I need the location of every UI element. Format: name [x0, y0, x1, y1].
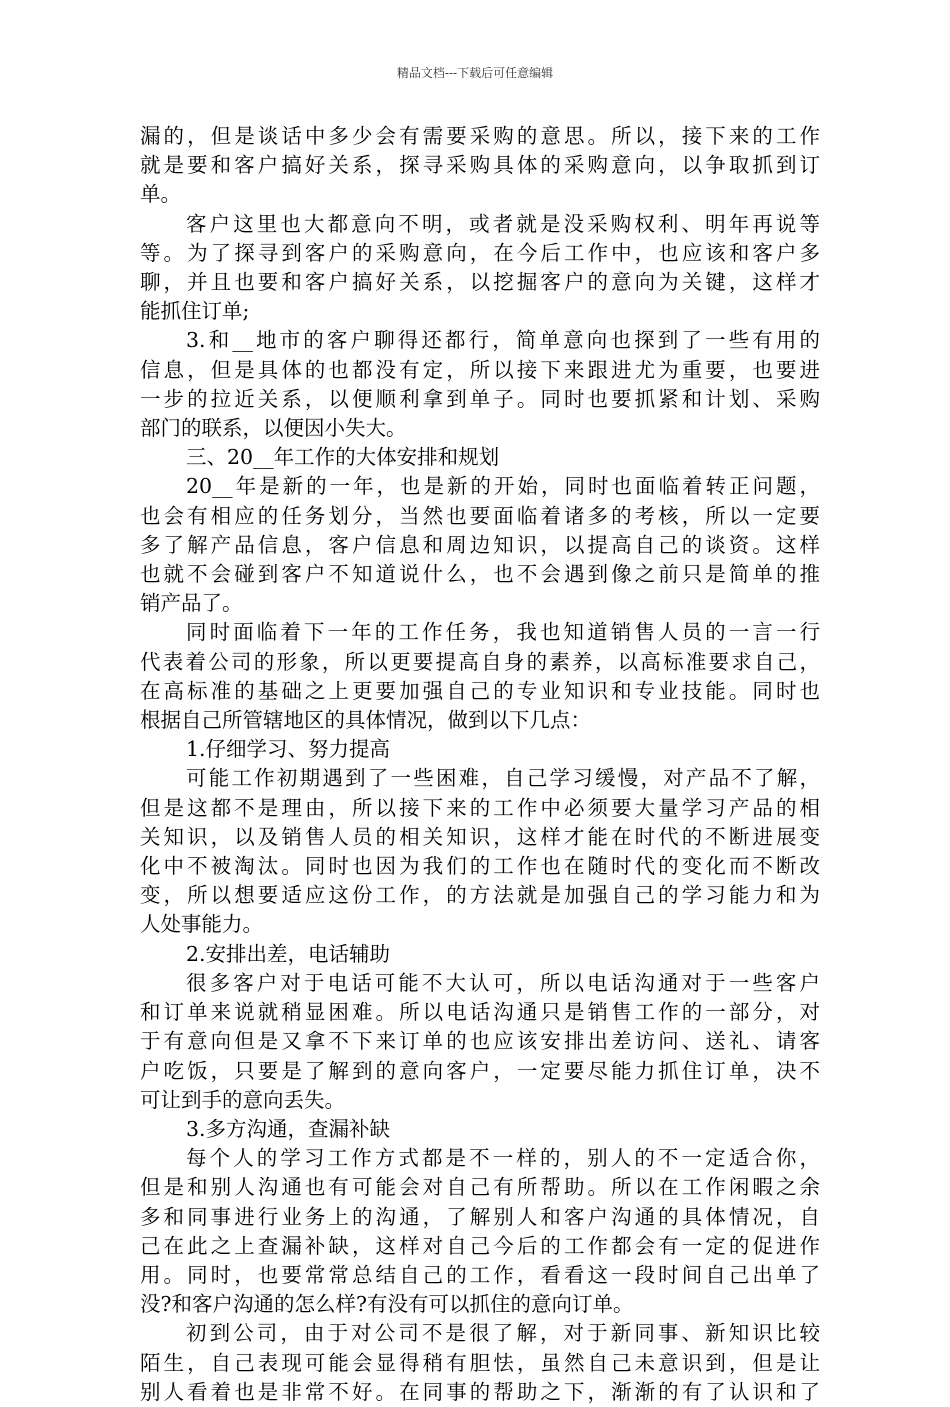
text-line: 20__年是新的一年，也是新的开始，同时也面临着转正问题，: [186, 474, 820, 499]
text-line: 多了解产品信息，客户信息和周边知识，以提高自己的谈资。这样: [140, 532, 820, 557]
text-line: 户吃饭，只要是了解到的意向客户，一定要尽能力抓住订单，决不: [140, 1058, 820, 1083]
text-line: 部门的联系，以便因小失大。: [140, 416, 407, 441]
text-line: 陌生，自己表现可能会显得稍有胆怯，虽然自己未意识到，但是让: [140, 1350, 820, 1375]
text-line: 2.安排出差，电话辅助: [186, 941, 391, 966]
text-line: 1.仔细学习、努力提高: [186, 737, 391, 762]
text-line: 单。: [140, 182, 181, 207]
text-line: 和订单来说就稍显困难。所以电话沟通只是销售工作的一部分，对: [140, 1000, 820, 1025]
page-header: 精品文档---下载后可任意编辑: [396, 66, 554, 80]
text-line: 3.和__地市的客户聊得还都行，简单意向也探到了一些有用的: [186, 328, 820, 353]
text-line: 多和同事进行业务上的沟通，了解别人和客户沟通的具体情况，自: [140, 1204, 820, 1229]
text-line: 每个人的学习工作方式都是不一样的，别人的不一定适合你，: [186, 1146, 820, 1171]
text-line: 变，所以想要适应这份工作，的方法就是加强自己的学习能力和为: [140, 883, 820, 908]
text-line: 客户这里也大都意向不明，或者就是没采购权利、明年再说等: [186, 211, 820, 236]
text-line: 化中不被淘汰。同时也因为我们的工作也在随时代的变化而不断改: [140, 854, 820, 879]
text-line: 于有意向但是又拿不下来订单的也应该安排出差访问、送礼、请客: [140, 1029, 820, 1054]
text-line: 初到公司，由于对公司不是很了解，对于新同事、新知识比较: [186, 1321, 820, 1346]
text-line: 但是这都不是理由，所以接下来的工作中必须要大量学习产品的相: [140, 795, 820, 820]
text-line: 也就不会碰到客户不知道说什么，也不会遇到像之前只是简单的推: [140, 562, 820, 587]
text-line: 等。为了探寻到客户的采购意向，在今后工作中，也应该和客户多: [140, 240, 820, 265]
text-line: 代表着公司的形象，所以更要提高自身的素养，以高标准要求自己，: [140, 649, 820, 674]
text-line: 3.多方沟通，查漏补缺: [186, 1116, 391, 1141]
text-line: 可让到手的意向丢失。: [140, 1087, 345, 1112]
document-body: [140, 122, 820, 1407]
text-line: 可能工作初期遇到了一些困难，自己学习缓慢，对产品不了解，: [186, 766, 820, 791]
text-line: 在高标准的基础之上更要加强自己的专业知识和专业技能。同时也: [140, 678, 820, 703]
text-line: 信息，但是具体的也都没有定，所以接下来跟进尤为重要，也要进: [140, 357, 820, 382]
text-line: 很多客户对于电话可能不大认可，所以电话沟通对于一些客户: [186, 970, 820, 995]
text-line: 三、20__年工作的大体安排和规划: [186, 445, 500, 470]
text-line: 一步的拉近关系，以便顺利拿到单子。同时也要抓紧和计划、采购: [140, 386, 820, 411]
text-line: 漏的，但是谈话中多少会有需要采购的意思。所以，接下来的工作: [140, 124, 820, 148]
text-line: 用。同时，也要常常总结自己的工作，看看这一段时间自己出单了: [140, 1262, 820, 1287]
text-line: 己在此之上查漏补缺，这样对自己今后的工作都会有一定的促进作: [140, 1233, 820, 1258]
text-line: 聊，并且也要和客户搞好关系，以挖掘客户的意向为关键，这样才: [140, 270, 820, 295]
text-line: 同时面临着下一年的工作任务，我也知道销售人员的一言一行: [186, 620, 820, 645]
text-line: 销产品了。: [140, 591, 243, 616]
text-line: 能抓住订单;: [140, 299, 250, 324]
text-line: 就是要和客户搞好关系，探寻采购具体的采购意向，以争取抓到订: [140, 153, 820, 178]
text-line: 没?和客户沟通的怎么样?有没有可以抓住的意向订单。: [140, 1292, 634, 1317]
text-line: 也会有相应的任务划分，当然也要面临着诸多的考核，所以一定要: [140, 503, 820, 528]
text-line: 人处事能力。: [140, 912, 263, 937]
text-line: 但是和别人沟通也有可能会对自己有所帮助。所以在工作闲暇之余: [140, 1175, 820, 1200]
text-line: 别人看着也是非常不好。在同事的帮助之下，渐渐的有了认识和了: [140, 1379, 820, 1404]
text-line: 根据自己所管辖地区的具体情况，做到以下几点：: [140, 708, 591, 733]
text-line: 关知识，以及销售人员的相关知识，这样才能在时代的不断进展变: [140, 824, 820, 849]
